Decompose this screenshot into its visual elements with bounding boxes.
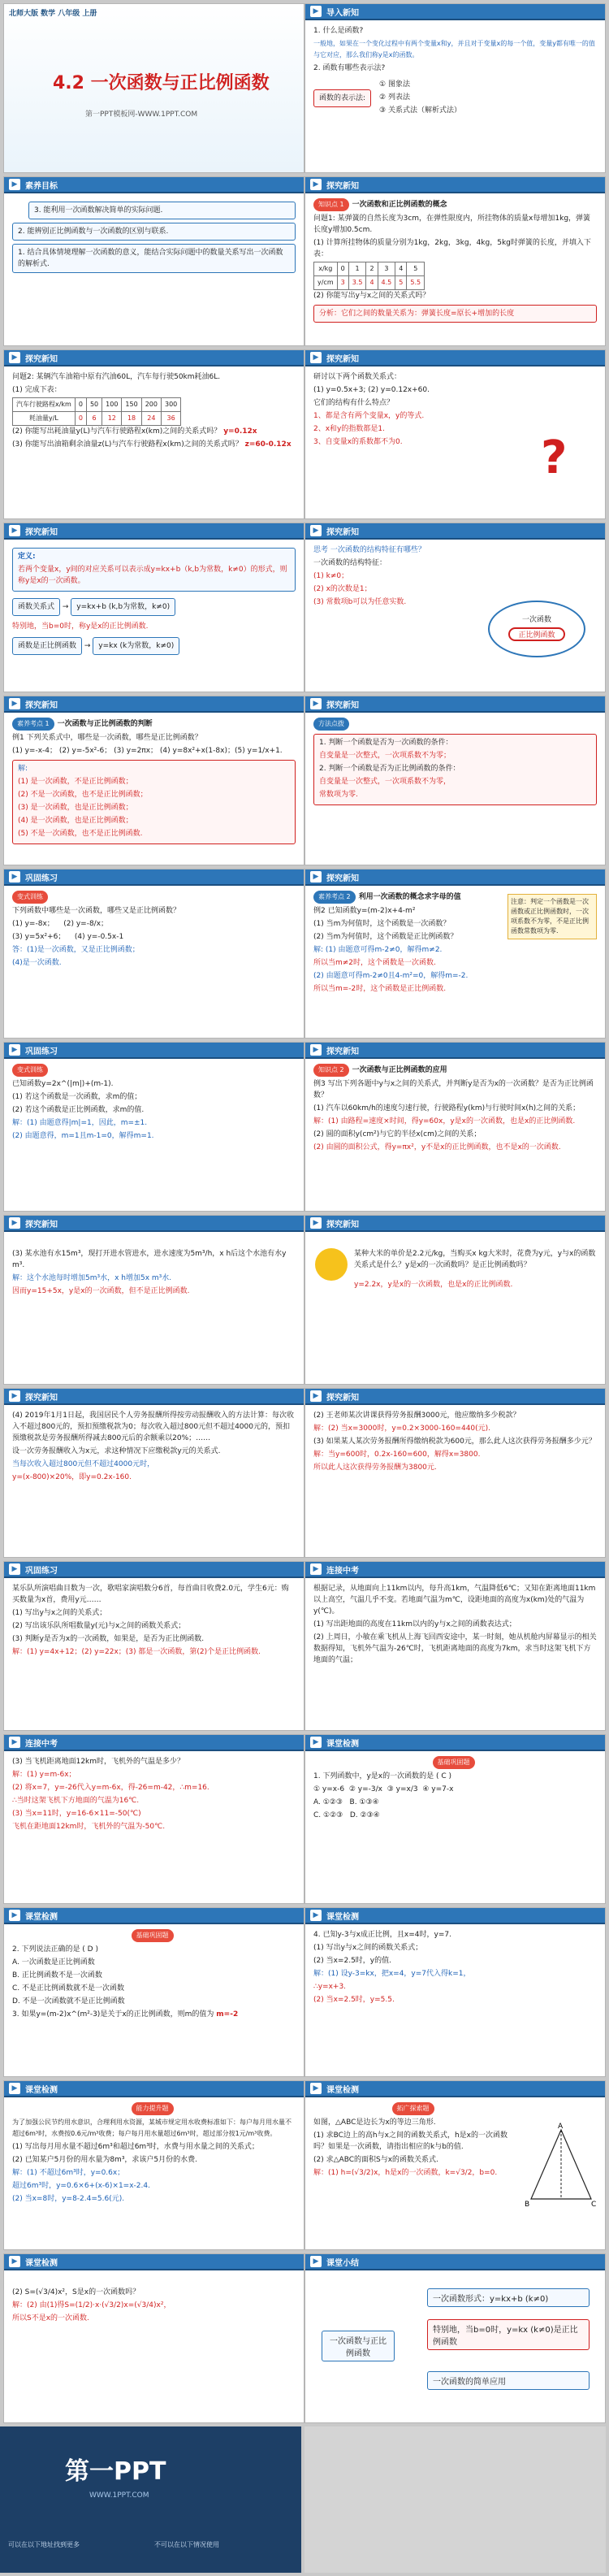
variant-tag: 变式训练 [12, 891, 48, 904]
answer: 答：(1)是一次函数，又是正比例函数； [12, 946, 140, 954]
bar-icon: ▶ [9, 179, 20, 190]
slide-rice [304, 1215, 606, 1385]
relation-label: 函数关系式 [12, 598, 60, 616]
bar-icon: ▶ [9, 1390, 20, 1402]
goal-3: 3. 能利用一次函数解决简单的实际问题. [28, 202, 296, 219]
bar-icon: ▶ [310, 1044, 322, 1056]
question: 它们的结构有什么特点？ [313, 399, 395, 407]
solution-line: 解：这个水池每时增加5m³水，x h增加5x m³水. [12, 1274, 172, 1282]
summary-item: 一次函数的简单应用 [427, 2371, 590, 2390]
problem-part: (1) 完成下表： [12, 386, 62, 394]
slide-heading: 探究新知 [25, 1220, 58, 1229]
question: 根据记录，从地面向上11km以内，每升高1km，气温降低6℃；又知在距离地面11km以上高空，气温几乎不变。若地面气温为m℃，设距地面的高度为x(km)处的气温为y(℃)。 [313, 1585, 596, 1615]
answer: (4)是一次函数. [12, 959, 62, 967]
slide-practice2 [3, 1042, 304, 1212]
bar-icon: ▶ [310, 6, 322, 17]
bar-icon: ▶ [9, 1563, 20, 1575]
question-part: (1) 求BC边上的高h与x之间的函数关系式，h是x的一次函数吗？如果是一次函数，请指出相应的k与b的值. [313, 2131, 508, 2151]
solution-line: (2) 不是一次函数，也不是正比例函数； [18, 791, 148, 799]
slide-heading: 素养目标 [25, 181, 58, 191]
definition-text: 若两个变量x，y间的对应关系可以表示成y=kx+b（k,b为常数，k≠0）的形式，则称y是x的一次函数。 [18, 566, 287, 585]
bar-icon: ▶ [310, 525, 322, 536]
problem: 问题2: 某辆汽车油箱中原有汽油60L，汽车每行驶50km耗油6L. [12, 373, 221, 381]
answer: z=60-0.12x [244, 440, 292, 449]
variant-tag: 变式训练 [12, 1064, 48, 1077]
slide-heading: 课堂检测 [326, 1912, 359, 1922]
question-part: (2) 写出该乐队所唱数量y(元)与x之间的函数关系式； [12, 1622, 186, 1630]
solution-line: (2) 当x=2.5时，y=5.5. [313, 1996, 395, 2004]
example: 例1 下列关系式中，哪些是一次函数，哪些是正比例函数？ [12, 734, 202, 742]
example-items: (1) y=-x-4； (2) y=-5x²-6； (3) y=2πx； (4) y=8x²+x(1-8x)；(5) y=1/x+1. [12, 747, 283, 755]
bar-icon: ▶ [310, 352, 322, 363]
slide-fuel [3, 349, 304, 519]
slide-heading: 探究新知 [25, 1393, 58, 1403]
example-part: (1) 汽车以60km/h的速度匀速行驶，行驶路程y(km)与行驶时间x(h)之间的关系； [313, 1104, 581, 1112]
answer: 一般地，如果在一个变化过程中有两个变量x和y，并且对于变量x的每一个值，变量y都有唯一的值与它对应，那么我们称y是x的函数。 [313, 40, 595, 59]
answer: 解：(2) 当x=3000时，y=0.2×3000-160=440(元). [313, 1425, 491, 1433]
answer: 解：当y=600时，0.2x-160=600，解得x=3800. [313, 1451, 481, 1459]
slide-exam1 [304, 1561, 606, 1731]
answer: 解：(1) 由题意得|m|=1，因此，m=±1. [12, 1119, 148, 1127]
bar-icon: ▶ [9, 871, 20, 883]
goal-2: 2. 能辨别正比例函数与一次函数的区别与联系. [12, 223, 296, 241]
slide-example2 [304, 869, 606, 1039]
question-part: (2) 求△ABC的面积S与x的函数关系式. [313, 2156, 438, 2164]
solution-line: (5) 不是一次函数，也不是正比例函数. [18, 830, 143, 838]
slide-check6 [3, 2253, 304, 2423]
slide-pool [3, 1215, 304, 1385]
summary-topic: 一次函数与正比例函数 [322, 2331, 395, 2361]
feature: 2、x和y的指数都是1. [313, 425, 385, 433]
venn-outer [488, 601, 585, 657]
level-tag: 基础巩固题 [433, 1756, 475, 1769]
feature: (2) x的次数是1； [313, 585, 372, 593]
level-tag: 基础巩固题 [132, 1929, 174, 1942]
slide-heading: 探究新知 [25, 527, 58, 537]
slide-heading: 巩固练习 [25, 874, 58, 883]
question: 2. 下列说法正确的是 ( D ) [12, 1945, 98, 1954]
question: 2. 函数有哪些表示法? [313, 64, 386, 72]
solution-line: 解：(1) 由路程=速度×时间，得y=60x，y是x的一次函数，也是x的正比例函数. [313, 1117, 576, 1125]
solution-line: 解：(1) 不超过6m³时，y=0.6x； [12, 2169, 125, 2177]
special-note: 特别地，当b=0时，称y是x的正比例函数. [12, 622, 149, 631]
solution-line: (2) 由题意可得m-2≠0且4-m²=0，解得m=-2. [313, 972, 469, 980]
question-mark-icon: ? [541, 432, 568, 484]
section-heading: 一次函数和正比例函数的概念 [352, 201, 447, 209]
slide-heading: 连接中考 [326, 1566, 359, 1576]
solution-line: 当每次收入超过800元但不超过4000元时， [12, 1460, 155, 1468]
bar-icon: ▶ [9, 1217, 20, 1229]
ppt-footer [0, 2426, 301, 2573]
solution-line: 超过6m³时，y=0.6×6+(x-6)×1=x-2.4. [12, 2182, 150, 2190]
analysis: 分析：它们之间的数量关系为：弹簧长度=原长+增加的长度 [313, 305, 597, 323]
vertex-label-b: B [525, 2201, 530, 2209]
slide-heading: 探究新知 [326, 354, 359, 364]
slide-heading: 探究新知 [326, 1047, 359, 1056]
slide-application [304, 1042, 606, 1212]
example-part: (3) 某水池有水15m³，现打开进水管进水，进水速度为5m³/h，x h后这个水池有水y m³. [12, 1250, 287, 1269]
question: 已知函数y=2x^(|m|)+(m-1). [12, 1080, 114, 1088]
question-part: (1) 写出距地面的高度在11km以内的y与x之间的函数表达式； [313, 1620, 516, 1628]
slide-heading: 课堂检测 [25, 2085, 58, 2095]
lightbulb-icon [315, 1248, 348, 1281]
problem-part: (1) 计算所挂物体的质量分别为1kg，2kg，3kg，4kg，5kg时弹簧的长度，并填入下表： [313, 239, 591, 258]
definition-label: 定义: [18, 553, 36, 561]
spring-table: x/kg 0 1 2 3 4 5 y/cm 3 3.5 4 4.5 5 5.5 [313, 262, 425, 290]
solution-line: 所以S不是x的一次函数. [12, 2314, 89, 2322]
question-part: (2) S=(√3/4)x²，S是x的一次函数吗？ [12, 2288, 140, 2296]
bar-icon: ▶ [9, 525, 20, 536]
feature: (3) 常数项b可以为任意实数. [313, 598, 407, 606]
level-tag: 拓广探索题 [392, 2102, 434, 2115]
answer: y=0.12x [223, 427, 257, 436]
equations: (1) y=0.5x+3; (2) y=0.12x+60. [313, 386, 430, 394]
question-part: (2) 上周日，小敏在乘飞机从上海飞回西安途中，某一时刻，她从机舱内屏幕显示的相关数据得知，飞机外气温为-26℃时，飞机距离地面的高度为7km，求当时这架飞机下方地面的气温； [313, 1633, 597, 1664]
slide-heading: 导入新知 [326, 8, 359, 18]
question-part: (2) 若这个函数是正比例函数，求m的值. [12, 1106, 145, 1114]
slide-heading: 探究新知 [25, 354, 58, 364]
fuel-table: 汽车行驶路程x/km 0 50 100 150 200 300 耗油量y/L 0 6 12 18 24 36 [12, 397, 181, 426]
slide-definition: ▶ 探究新知 定义: 若两个变量x，y间的对应关系可以表示成y=kx+b（k,b为常数，k≠0）的形式，则称y是x的一次函数。 函数关系式 → y=kx+b (k,b为常数，k≠0) 特别地，当b=0时，称y是x的正比例函数. 函数是正比例函数 → y=kx (k为常数，k≠0) [3, 523, 304, 692]
slide-think [304, 523, 606, 692]
method-item: 列表法 [387, 93, 410, 102]
slide-practice1 [3, 869, 304, 1039]
question-part: (3) 判断y是否为x的一次函数，如果是，是否为正比例函数. [12, 1635, 205, 1643]
topic-tag: 素养考点 1 [12, 718, 54, 731]
example-part: (2) 圆的面积y(cm²)与它的半径x(cm)之间的关系； [313, 1130, 482, 1138]
knowledge-tag: 知识点 1 [313, 198, 349, 211]
answer: 解：(1) y=4x+12；(2) y=22x；(3) 都是一次函数，第(2)个是正比例函数. [12, 1648, 261, 1656]
feature: 1、都是含有两个变量x，y的等式. [313, 412, 425, 420]
lesson-subtitle: 第一PPT模板网-WWW.1PPT.COM [85, 111, 198, 119]
question-part: (1) 写出每月用水量不超过6m³和超过6m³时，水费与用水量之间的关系式； [12, 2143, 259, 2151]
solution-line: ∴y=x+3. [313, 1983, 347, 1991]
bar-icon: ▶ [310, 871, 322, 883]
question-part: (1) 写出y与x之间的关系式； [12, 1609, 107, 1617]
feature: (1) k≠0； [313, 572, 349, 580]
vertex-label-c: C [591, 2201, 597, 2209]
solution-line: 解：(1) 设y-3=kx，把x=4，y=7代入得k=1， [313, 1970, 471, 1978]
series-header: 北师大版 数学 八年级 上册 [9, 10, 97, 18]
solution-line: (4) 是一次函数，也是正比例函数； [18, 817, 133, 825]
question: 某乐队所演唱曲目数为一次，歌唱家演唱数分6首，每首曲目收费2.0元，学生6元：购买数量为x首，费用y元…… [12, 1585, 289, 1604]
footer-note-left: 可以在以下地址找到更多 [8, 2541, 80, 2548]
solution-line: 所以当m=-2时，这个函数是正比例函数. [313, 985, 447, 993]
solution-line: (1) 是一次函数，不是正比例函数； [18, 778, 133, 786]
slide-heading: 巩固练习 [25, 1566, 58, 1576]
question: 如图，△ABC是边长为x的等边三角形. [313, 2118, 436, 2127]
question: (2) 王老师某次讲课获得劳务报酬3000元，他应缴纳多少税款？ [313, 1412, 520, 1420]
item: (1) y=-8x； [12, 920, 54, 928]
question: 1. 下列函数中，y是x的一次函数的是 ( C ) [313, 1772, 451, 1780]
triangle-figure [525, 2122, 598, 2211]
bar-icon: ▶ [310, 2256, 322, 2267]
bar-icon: ▶ [310, 1910, 322, 1921]
slide-check5 [304, 2080, 606, 2250]
answer: (2) 由题意得，m=1且m-1=0，解得m=1. [12, 1132, 154, 1140]
slide-heading: 课堂检测 [25, 1912, 58, 1922]
knowledge-tag: 知识点 2 [313, 1064, 349, 1077]
solution-line: 解：(1) y=m-6x； [12, 1771, 76, 1779]
summary-item: 特别地，当b=0时，y=kx (k≠0)是正比例函数 [427, 2319, 590, 2350]
method-item: 图象法 [387, 80, 410, 89]
example: 例3 写出下列各题中y与x之间的关系式，并判断y是否为x的一次函数？是否为正比例函数？ [313, 1080, 594, 1099]
question: (3) 如果某人某次劳务报酬所得缴纳税款为600元，那么此人这次获得劳务报酬多少元？ [313, 1438, 596, 1446]
think-question: 思考 一次函数的结构特征有哪些？ [313, 546, 425, 554]
solution-line: (3) 是一次函数，也是正比例函数； [18, 804, 133, 812]
bar-icon: ▶ [310, 1563, 322, 1575]
level-tag: 能力提升题 [132, 2102, 174, 2115]
question: 为了加强公民节约用水意识，合理利用水资源，某城市规定用水收费标准如下：每户每月用水量不超过6m³时，水费按0.6元/m³收费；每户每月用水量超过6m³时，超过部分按1元/m³收费。 [12, 2118, 292, 2137]
question: 1. 什么是函数? [313, 27, 364, 35]
methods-label: 函数的表示法: [313, 89, 371, 107]
problem-part: (2) 你能写出y与x之间的关系式吗？ [313, 292, 430, 300]
solution-line: (2) 当x=8时，y=8-2.4=5.6(元). [12, 2195, 125, 2203]
slide-heading: 巩固练习 [25, 1047, 58, 1056]
example-part: (2) 当m为何值时，这个函数是正比例函数？ [313, 933, 458, 941]
solution-line: (2) 由圆的面积公式，得y=πx²，y不是x的正比例函数，也不是x的一次函数. [313, 1143, 561, 1151]
question: 3. 如果y=(m-2)x^(m²-3)是关于x的正比例函数，则m的值为 [12, 2010, 214, 2019]
example-part: (1) 当m为何值时，这个函数是一次函数？ [313, 920, 451, 928]
slide-practice3 [3, 1561, 304, 1731]
slide-exam2 [3, 1734, 304, 1904]
lesson-title: 4.2 一次函数与正比例函数 [53, 73, 270, 93]
bar-icon: ▶ [9, 2083, 20, 2094]
relation-label: 函数是正比例函数 [12, 637, 82, 655]
slide-heading: 课堂检测 [326, 1739, 359, 1749]
question: 4. 已知y-3与x成正比例，且x=4时，y=7. [313, 1931, 451, 1939]
slide-heading: 探究新知 [25, 700, 58, 710]
bar-icon: ▶ [9, 698, 20, 709]
goal-1: 1. 结合具体情境理解一次函数的意义，能结合实际问题中的数量关系写出一次函数的解析式. [12, 244, 296, 273]
bar-icon: ▶ [9, 2256, 20, 2267]
solution-line: 解：(2) 由(1)得S=(1/2)·x·(√3/2)x=(√3/4)x²， [12, 2301, 171, 2309]
section-heading: 一次函数与正比例函数的应用 [352, 1066, 447, 1074]
vertex-label-a: A [558, 2123, 564, 2131]
answer: 所以此人这次获得劳务报酬为3800元. [313, 1464, 437, 1472]
item: (2) y=-8/x； [63, 920, 109, 928]
slide-heading: 连接中考 [25, 1739, 58, 1749]
solution-line: 因而y=15+5x，y是x的一次函数，但不是正比例函数. [12, 1287, 190, 1295]
bar-icon: ▶ [310, 2083, 322, 2094]
slide-tax2 [304, 1388, 606, 1558]
slide-structure [304, 349, 606, 519]
topic-tag: 素养考点 2 [313, 891, 356, 904]
solution-line: 所以当m≠2时，这个函数是一次函数. [313, 959, 436, 967]
slide-heading: 探究新知 [326, 181, 359, 191]
question-part: (1) 若这个函数是一次函数，求m的值； [12, 1093, 142, 1101]
site-logo: 第一PPT [65, 2457, 166, 2486]
solution-label: 解: [18, 765, 28, 773]
slide-heading: 探究新知 [326, 874, 359, 883]
slide-example1 [3, 696, 304, 865]
question-part: (2) 已知某户5月份的用水量为8m³，求该户5月份的水费. [12, 2156, 198, 2164]
question: 某种大米的单价是2.2元/kg，当购买x kg大米时，花费为y元，y与x的函数关系式是什么？y是x的一次函数吗？是正比例函数吗？ [354, 1250, 596, 1269]
solution-line: y=(x-800)×20%，即y=0.2x-160. [12, 1473, 132, 1481]
relation-form: y=kx+b (k,b为常数，k≠0) [71, 598, 175, 616]
slide-tax1 [3, 1388, 304, 1558]
item: (3) y=5x²+6； [12, 933, 66, 941]
method-line: 1. 判断一个函数是否为一次函数的条件： [319, 739, 453, 747]
solution-line: 解: (1) 由题意可得m-2≠0，解得m≠2. [313, 946, 443, 954]
solution-line: (2) 将x=7，y=-26代入y=m-6x，得-26=m-42，∴m=16. [12, 1784, 209, 1792]
method-tag: 方法点拨 [313, 718, 349, 731]
example-part: (4) 2019年1月1日起，我国居民个人劳务报酬所得按劳动报酬收入的方法计算：每次收入不超过800元的，预扣预缴税款为0；每次收入超过800元但不超过4000元的，预扣预缴税款是劳务报酬所得减去800元后的余额乘以20%；…… [12, 1412, 294, 1442]
question-part: (1) 写出y与x之间的函数关系式； [313, 1944, 423, 1952]
method-line: 自变量是一次整式，一次项系数不为零； [319, 752, 451, 760]
method-line: 2. 判断一个函数是否为正比例函数的条件： [319, 765, 460, 773]
slide-check4 [3, 2080, 304, 2250]
slide-intro: ▶ 导入新知 1. 什么是函数? 一般地，如果在一个变化过程中有两个变量x和y，并且对于变量x的每一个值，变量y都有唯一的值与它对应，那么我们称y是x的函数。 2. 函数有哪些表示法? 函数的表示法: ① 图象法 ② 列表法 ③ 关系式法（解析式法） [304, 3, 606, 173]
intro: 研讨以下两个函数关系式： [313, 373, 402, 381]
question: 下列函数中哪些是一次函数，哪些又是正比例函数？ [12, 907, 181, 915]
bar-icon: ▶ [9, 1910, 20, 1921]
bar-icon: ▶ [9, 352, 20, 363]
slide-heading: 探究新知 [326, 1393, 359, 1403]
feature: 3、自变量x的系数都不为0. [313, 438, 403, 446]
example: 例2 已知函数y=(m-2)x+4-m² [313, 907, 416, 915]
problem: 问题1: 某弹簧的自然长度为3cm，在弹性限度内，所挂物体的质量x每增加1kg，弹簧长度y增加0.5cm. [313, 215, 591, 234]
slide-check3 [304, 1907, 606, 2077]
solution-line: ∴当时这架飞机下方地面的气温为16℃. [12, 1797, 140, 1805]
problem-part: (3) 你能写出油箱剩余油量z(L)与汽车行驶路程x(km)之间的关系式吗？ [12, 440, 243, 449]
note-box: 注意：判定一个函数是一次函数或正比例函数时，一次项系数不为零，不是正比例函数常数项为零. [508, 894, 597, 939]
slide-summary [304, 2253, 606, 2423]
bar-icon: ▶ [310, 698, 322, 709]
footer-note-right: 不可以在以下情况使用 [154, 2541, 219, 2548]
slide-heading: 探究新知 [326, 700, 359, 710]
bar-icon: ▶ [9, 1044, 20, 1056]
solution-line: 解：(1) h=(√3/2)x，h是x的一次函数，k=√3/2，b=0. [313, 2169, 498, 2177]
question-part: (2) 当x=2.5时，y的值. [313, 1957, 391, 1965]
bar-icon: ▶ [310, 1390, 322, 1402]
slide-goals [3, 176, 304, 346]
slide-heading: 探究新知 [326, 1220, 359, 1229]
slide-check2: ▶ 课堂检测 基础巩固题 2. 下列说法正确的是 ( D ) A. 一次函数是正比例函数 B. 正比例函数不是一次函数 C. 不是正比例函数就不是一次函数 D. 不是一次函数就不是正比例函数 3. 如果y=(m-2)x^(m²-3)是关于x的正比例函数，则m的值为 m=-2 [3, 1907, 304, 2077]
slide-heading: 课堂检测 [326, 2085, 359, 2095]
solution-line: (3) 当x=11时，y=16-6×11=-50(℃) [12, 1810, 141, 1818]
bar-icon: ▶ [310, 179, 322, 190]
venn-inner-label: 正比例函数 [508, 627, 565, 641]
venn-outer-label: 一次函数 [521, 616, 551, 624]
solution-line: 飞机在距地面12km时，飞机外的气温为-50℃. [12, 1823, 166, 1831]
slide-concept [304, 176, 606, 346]
item: (4) y=-0.5x-1 [74, 933, 124, 941]
site-url: WWW.1PPT.COM [89, 2491, 149, 2500]
summary-item: 一次函数形式：y=kx+b (k≠0) [427, 2288, 590, 2307]
section-heading: 一次函数与正比例函数的判断 [57, 720, 153, 728]
bar-icon: ▶ [310, 1737, 322, 1748]
section-heading: 利用一次函数的概念求字母的值 [358, 893, 461, 901]
method-line: 常数项为零. [319, 791, 358, 799]
question-part: (3) 当飞机距离地面12km时，飞机外的气温是多少？ [12, 1758, 185, 1766]
slide-heading: 探究新知 [326, 527, 359, 537]
slide-title [3, 3, 304, 173]
answer-intro: 一次函数的结构特征： [313, 559, 387, 567]
slide-heading: 课堂检测 [25, 2258, 58, 2268]
bar-icon: ▶ [310, 1217, 322, 1229]
slide-method-tip [304, 696, 606, 865]
slide-heading: 课堂小结 [326, 2258, 359, 2268]
slide-check1: ▶ 课堂检测 基础巩固题 1. 下列函数中，y是x的一次函数的是 ( C ) ① y=x-6 ② y=-3/x ③ y=x/3 ④ y=7-x A. ①②③ B. ①③④ C. ①②③ D. ②③④ [304, 1734, 606, 1904]
relation-form: y=kx (k为常数，k≠0) [93, 637, 179, 655]
question: 设一次劳务报酬收入为x元，求这种情况下应缴税款y元的关系式. [12, 1447, 221, 1455]
method-item: 关系式法（解析式法） [387, 106, 461, 115]
problem-part: (2) 你能写出耗油量y(L)与汽车行驶路程x(km)之间的关系式吗？ [12, 427, 222, 436]
answer: m=-2 [216, 2010, 239, 2019]
method-line: 自变量是一次整式，一次项系数不为零， [319, 778, 451, 786]
blank-slide [304, 2426, 606, 2573]
answer: y=2.2x，y是x的一次函数，也是x的正比例函数. [354, 1281, 513, 1289]
bar-icon: ▶ [9, 1737, 20, 1748]
